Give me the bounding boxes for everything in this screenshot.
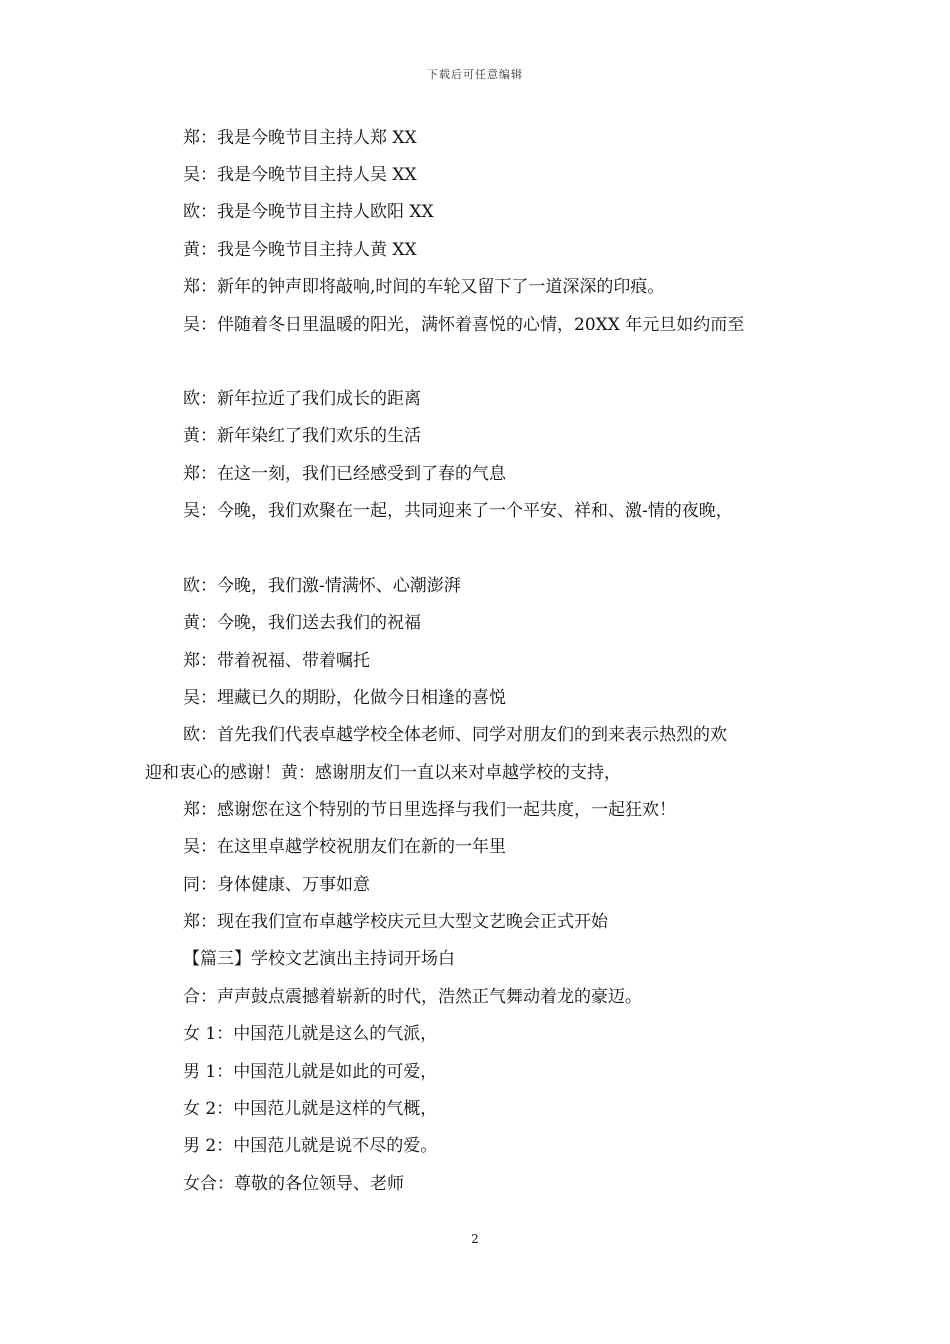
page-number: 2	[471, 1232, 479, 1246]
dialogue-line: 女 2：中国范儿就是这样的气概，	[183, 1099, 438, 1119]
dialogue-line: 郑：在这一刻，我们已经感受到了春的气息	[183, 464, 506, 484]
dialogue-line: 黄：今晚，我们送去我们的祝福	[183, 613, 421, 633]
page-header: 下载后可任意编辑	[427, 68, 523, 81]
dialogue-line: 郑：带着祝福、带着嘱托	[183, 651, 370, 671]
dialogue-line: 男 1：中国范儿就是如此的可爱，	[183, 1062, 438, 1082]
dialogue-line: 吴：埋藏已久的期盼，化做今日相逢的喜悦	[183, 688, 506, 708]
dialogue-line: 女 1：中国范儿就是这么的气派，	[183, 1024, 438, 1044]
dialogue-line: 欧：今晚，我们激-情满怀、心潮澎湃	[183, 576, 461, 596]
dialogue-line: 欧：我是今晚节目主持人欧阳 XX	[183, 202, 434, 222]
dialogue-line: 郑：我是今晚节目主持人郑 XX	[183, 128, 417, 148]
dialogue-line: 郑：新年的钟声即将敲响,时间的车轮又留下了一道深深的印痕。	[183, 277, 665, 297]
dialogue-line: 迎和衷心的感谢！黄：感谢朋友们一直以来对卓越学校的支持，	[145, 763, 621, 783]
dialogue-line: 黄：我是今晚节目主持人黄 XX	[183, 240, 417, 260]
dialogue-line: 郑：现在我们宣布卓越学校庆元旦大型文艺晚会正式开始	[183, 912, 608, 932]
section-heading: 【篇三】学校文艺演出主持词开场白	[183, 949, 455, 969]
dialogue-line: 吴：在这里卓越学校祝朋友们在新的一年里	[183, 837, 506, 857]
dialogue-line: 欧：新年拉近了我们成长的距离	[183, 389, 421, 409]
dialogue-line: 吴：今晚，我们欢聚在一起，共同迎来了一个平安、祥和、激-情的夜晚，	[183, 501, 733, 521]
dialogue-line: 男 2：中国范儿就是说不尽的爱。	[183, 1136, 438, 1156]
dialogue-line: 合：声声鼓点震撼着崭新的时代，浩然正气舞动着龙的豪迈。	[183, 987, 642, 1007]
dialogue-line: 女合：尊敬的各位领导、老师	[183, 1174, 404, 1194]
dialogue-line: 吴：伴随着冬日里温暖的阳光，满怀着喜悦的心情，20XX 年元旦如约而至	[183, 315, 745, 335]
dialogue-line: 欧：首先我们代表卓越学校全体老师、同学对朋友们的到来表示热烈的欢	[183, 725, 727, 745]
dialogue-line: 黄：新年染红了我们欢乐的生活	[183, 426, 421, 446]
dialogue-line: 郑：感谢您在这个特别的节日里选择与我们一起共度，一起狂欢！	[183, 800, 676, 820]
dialogue-line: 同：身体健康、万事如意	[183, 875, 370, 895]
dialogue-line: 吴：我是今晚节目主持人吴 XX	[183, 165, 417, 185]
